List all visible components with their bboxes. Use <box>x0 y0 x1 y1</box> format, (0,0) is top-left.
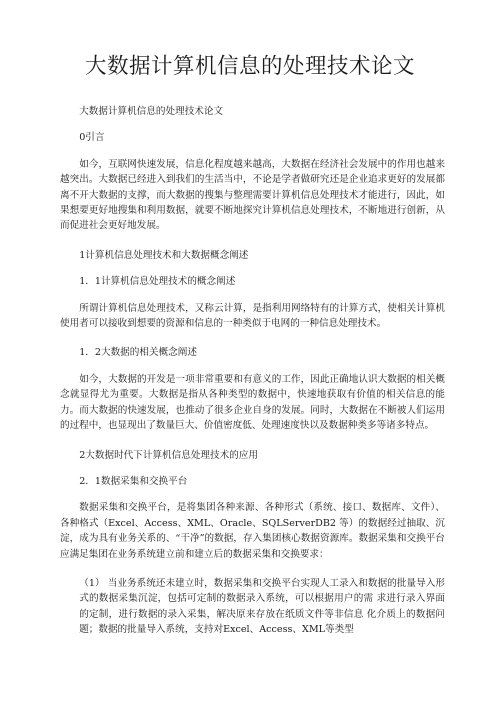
document-title: 大数据计算机信息的处理技术论文 <box>84 54 415 79</box>
subsection-heading-1-2: 1．2大数据的相关概念阐述 <box>79 347 197 359</box>
subsection-heading-1-1: 1．1计算机信息处理技术的概念阐述 <box>79 276 236 288</box>
subsection-heading-2-1: 2．1数据采集和交换平台 <box>79 475 188 487</box>
paragraph-1-2: 如今，大数据的开发是一项非常重要和有意义的工作，因此正确地认识大数据的相关概念就显得尤为重要。大数据是指从各种类型的数据中，快速地获取有价值的相关信息的能力。而大数据的快速发展，也推动了很多企业自身的发展。同时，大数据在不断被人们运用的过程中，也显现出了数量巨大、价值密度低、处理速度快以及数据种类多等诸多特点。 <box>60 373 445 432</box>
paragraph-1-1: 所谓计算机信息处理技术，又称云计算，是指利用网络特有的计算方式，使相关计算机使用者可以接收到想要的资源和信息的一种类似于电网的一种信息处理技术。 <box>60 302 445 330</box>
paragraph-intro: 如今，互联网快速发展，信息化程度越来越高，大数据在经济社会发展中的作用也越来越突出。大数据已经进入到我们的生活当中，不论是学者做研究还是企业追求更好的发展都离不开大数据的支撑，而大数据的搜集与整理需要计算机信息处理技术才能进行，因此，如果想要更好地搜集和利用数据，就要不断地探究计算机信息处理技术，不断地进行创新，从而促进社会更好地发展。 <box>60 158 445 232</box>
section-heading-1: 1计算机信息处理技术和大数据概念阐述 <box>79 249 249 261</box>
paragraph-2-1: 数据采集和交换平台，是将集团各种来源、各种形式（系统、接口、数据库、文件）、各种格式（Excel、Access、XML、Oracle、SQLServerDB2 等）的数据经过抽取、沉淀，成为具有业务关系的、“干净”的数据，存入集团核心数据资源库。数据采集和交换平台应满足集团在业务系统建立前和建立后的数据采集和交换要求： <box>60 502 445 560</box>
list-item-1: （1） 当业务系统还未建立时，数据采集和交换平台实现人工录入和数据的批量导入形式的数据采集沉淀，包括可定制的数据录入系统，可以根据用户的需 求进行录入界面的定制，进行数据的录入采集，解决原来存放在纸质文件等非信息 化介质上的数据问题；数据的批量导入系统，支持对Excel、Access、XML等类型 <box>79 577 445 636</box>
document-body <box>60 104 445 638</box>
subtitle: 大数据计算机信息的处理技术论文 <box>79 106 224 117</box>
section-heading-2: 2大数据时代下计算机信息处理技术的应用 <box>79 449 258 461</box>
section-heading-intro: 0引言 <box>79 132 105 144</box>
